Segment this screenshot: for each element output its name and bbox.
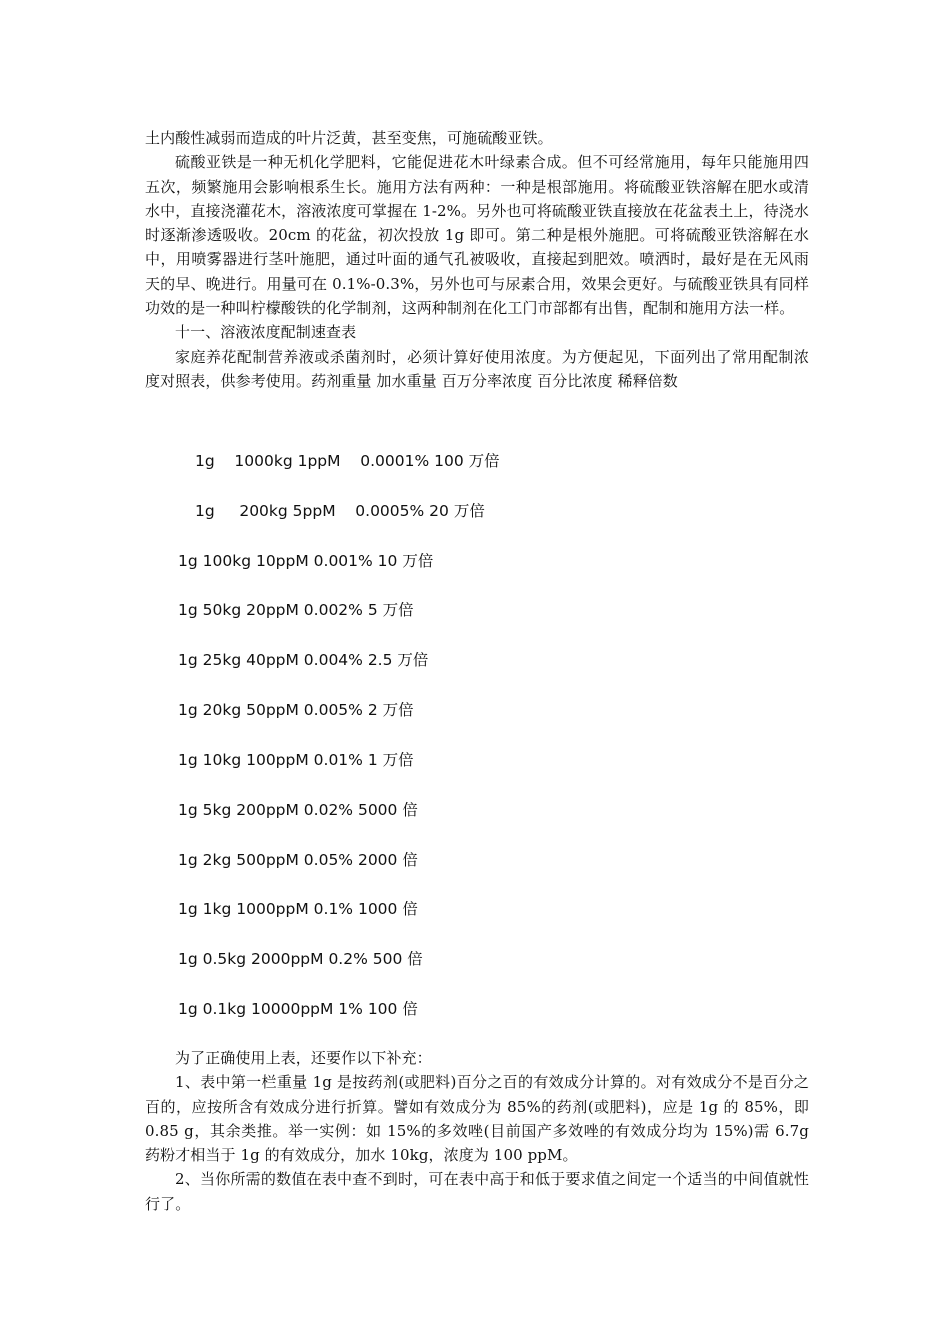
table-row: 1g 0.5kg 2000ppM 0.2% 500 倍 [178,950,423,968]
table-row: 1g 50kg 20ppM 0.002% 5 万倍 [178,601,414,619]
text-block-bottom [145,1046,809,1216]
table-row: 1g 10kg 100ppM 0.01% 1 万倍 [178,751,414,769]
paragraph-supplement-1: 1、表中第一栏重量 1g 是按药剂(或肥料)百分之百的有效成分计算的。对有效成分不是百分之百的，应按所含有效成分进行折算。譬如有效成分为 85%的药剂(或肥料)，应是 1g 的 85%，即 0.85 g，其余类推。举一实例：如 15%的多效唑(目前国产多效唑的有效成分均为 15%)需 6.7g 药粉才相当于 1g 的有效成分，加水 10kg，浓度为 100 ppM。 [145,1073,809,1165]
table-row: 1g 200kg 5ppM 0.0005% 20 万倍 [195,502,485,520]
table-row: 1g 2kg 500ppM 0.05% 2000 倍 [178,851,418,869]
section-heading: 十一、溶液浓度配制速查表 [175,323,357,342]
table-row: 1g 0.1kg 10000ppM 1% 100 倍 [178,1000,418,1018]
table-row: 1g 25kg 40ppM 0.004% 2.5 万倍 [178,651,429,669]
paragraph-supplement-intro: 为了正确使用上表，还要作以下补充： [175,1049,432,1067]
paragraph-table-intro: 家庭养花配制营养液或杀菌剂时，必须计算好使用浓度。为方便起见，下面列出了常用配制浓度对照表，供参考使用。药剂重量 加水重量 百万分率浓度 百分比浓度 稀释倍数 [145,347,809,390]
paragraph-supplement-2: 2、当你所需的数值在表中查不到时，可在表中高于和低于要求值之间定一个适当的中间值就性行了。 [145,1170,809,1213]
table-row: 1g 100kg 10ppM 0.001% 10 万倍 [178,552,434,570]
paragraph-continuation: 土内酸性减弱而造成的叶片泛黄，甚至变焦，可施硫酸亚铁。 [145,129,553,147]
table-row: 1g 1000kg 1ppM 0.0001% 100 万倍 [195,452,500,470]
table-row: 1g 20kg 50ppM 0.005% 2 万倍 [178,701,414,719]
table-row: 1g 1kg 1000ppM 0.1% 1000 倍 [178,900,418,918]
paragraph-ferrous-sulfate: 硫酸亚铁是一种无机化学肥料，它能促进花木叶绿素合成。但不可经常施用，每年只能施用四五次，频繁施用会影响根系生长。施用方法有两种：一种是根部施用。将硫酸亚铁溶解在肥水或清水中，直接浇灌花木，溶液浓度可掌握在 1-2%。另外也可将硫酸亚铁直接放在花盆表土上，待浇水时逐渐渗透吸收。20cm 的花盆，初次投放 1g 即可。第二种是根外施肥。可将硫酸亚铁溶解在水中，用喷雾器进行茎叶施肥，通过叶面的通气孔被吸收，直接起到肥效。喷洒时，最好是在无风雨天的早、晚进行。用量可在 0.1%-0.3%，另外也可与尿素合用，效果会更好。与硫酸亚铁具有同样功效的是一种叫柠檬酸铁的化学制剂，这两种制剂在化工门市部都有出售，配制和施用方法一样。 [145,153,809,318]
text-block-top [145,126,809,393]
table-row: 1g 5kg 200ppM 0.02% 5000 倍 [178,801,418,819]
